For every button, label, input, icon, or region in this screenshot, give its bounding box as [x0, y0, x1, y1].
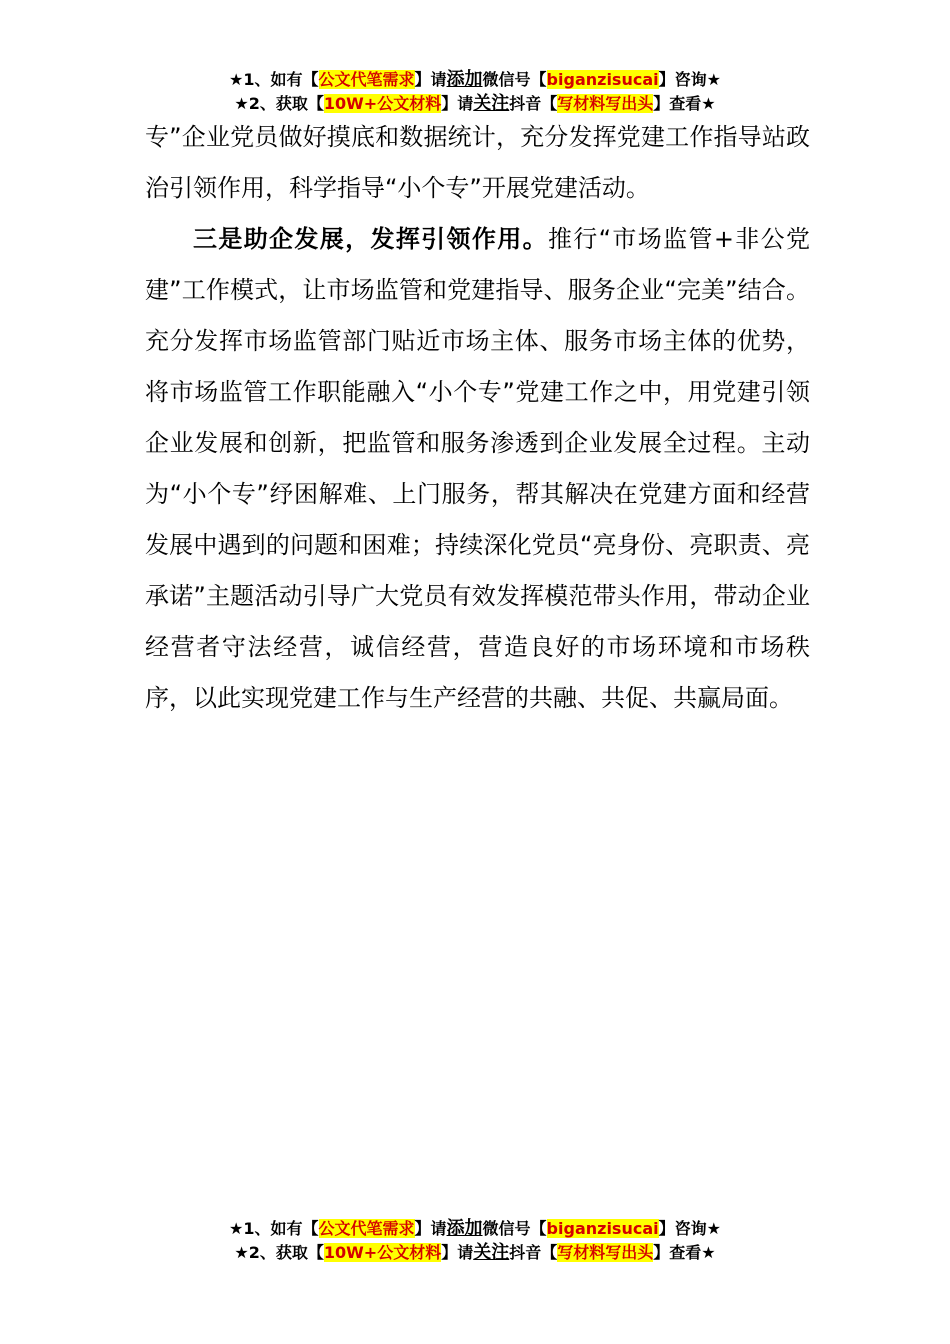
banner-text: 微信号【 [482, 70, 547, 89]
paragraph-2 [145, 214, 810, 724]
banner-text: ★1、如有【 [229, 70, 319, 89]
banner-highlight: 10W+公文材料 [323, 94, 442, 113]
banner-text: 抖音【 [509, 1243, 558, 1262]
paragraph-lead: 三是助企发展，发挥引领作用。 [193, 225, 548, 253]
banner-highlight: 公文代笔需求 [318, 70, 415, 89]
banner-text: 】请 [441, 1243, 474, 1262]
banner-highlight: 写材料写出头 [557, 1243, 654, 1262]
banner-text: ★2、获取【 [234, 1243, 324, 1262]
banner-text: 】请 [414, 70, 447, 89]
banner-emphasis: 添加 [446, 1218, 483, 1239]
banner-text: 微信号【 [482, 1219, 547, 1238]
banner-text: ★1、如有【 [229, 1219, 319, 1238]
header-banner [0, 68, 950, 116]
banner-text: 】查看★ [653, 1243, 716, 1262]
banner-highlight: biganzisucai [546, 70, 659, 89]
banner-line-2 [0, 1241, 950, 1265]
document-body [145, 112, 810, 724]
paragraph-text: 推行“市场监管+非公党建”工作模式，让市场监管和党建指导、服务企业“完美”结合。充分发挥市场监管部门贴近市场主体、服务市场主体的优势，将市场监管工作职能融入“小个专”党建工作之中，用党建引领企业发展和创新，把监管和服务渗透到企业发展全过程。主动为“小个专”纾困解难、上门服务，帮其解决在党建方面和经营发展中遇到的问题和困难；持续深化党员“亮身份、亮职责、亮承诺”主题活动引导广大党员有效发挥模范带头作用，带动企业经营者守法经营，诚信经营，营造良好的市场环境和市场秩序，以此实现党建工作与生产经营的共融、共促、共赢局面。 [145, 225, 811, 712]
paragraph-1: 专”企业党员做好摸底和数据统计，充分发挥党建工作指导站政治引领作用，科学指导“小个专”开展党建活动。 [145, 123, 810, 202]
banner-text: 】请 [414, 1219, 447, 1238]
banner-highlight: 10W+公文材料 [323, 1243, 442, 1262]
banner-highlight: 公文代笔需求 [318, 1219, 415, 1238]
banner-text: 】查看★ [653, 94, 716, 113]
banner-text: 抖音【 [509, 94, 558, 113]
banner-text: 】咨询★ [658, 1219, 721, 1238]
footer-banner [0, 1217, 950, 1265]
banner-highlight: 写材料写出头 [557, 94, 654, 113]
banner-line-1 [0, 1217, 950, 1241]
banner-emphasis: 关注 [473, 93, 510, 114]
banner-highlight: biganzisucai [546, 1219, 659, 1238]
banner-line-1 [0, 68, 950, 92]
banner-text: ★2、获取【 [234, 94, 324, 113]
banner-emphasis: 关注 [473, 1242, 510, 1263]
banner-text: 】请 [441, 94, 474, 113]
banner-emphasis: 添加 [446, 69, 483, 90]
banner-text: 】咨询★ [658, 70, 721, 89]
